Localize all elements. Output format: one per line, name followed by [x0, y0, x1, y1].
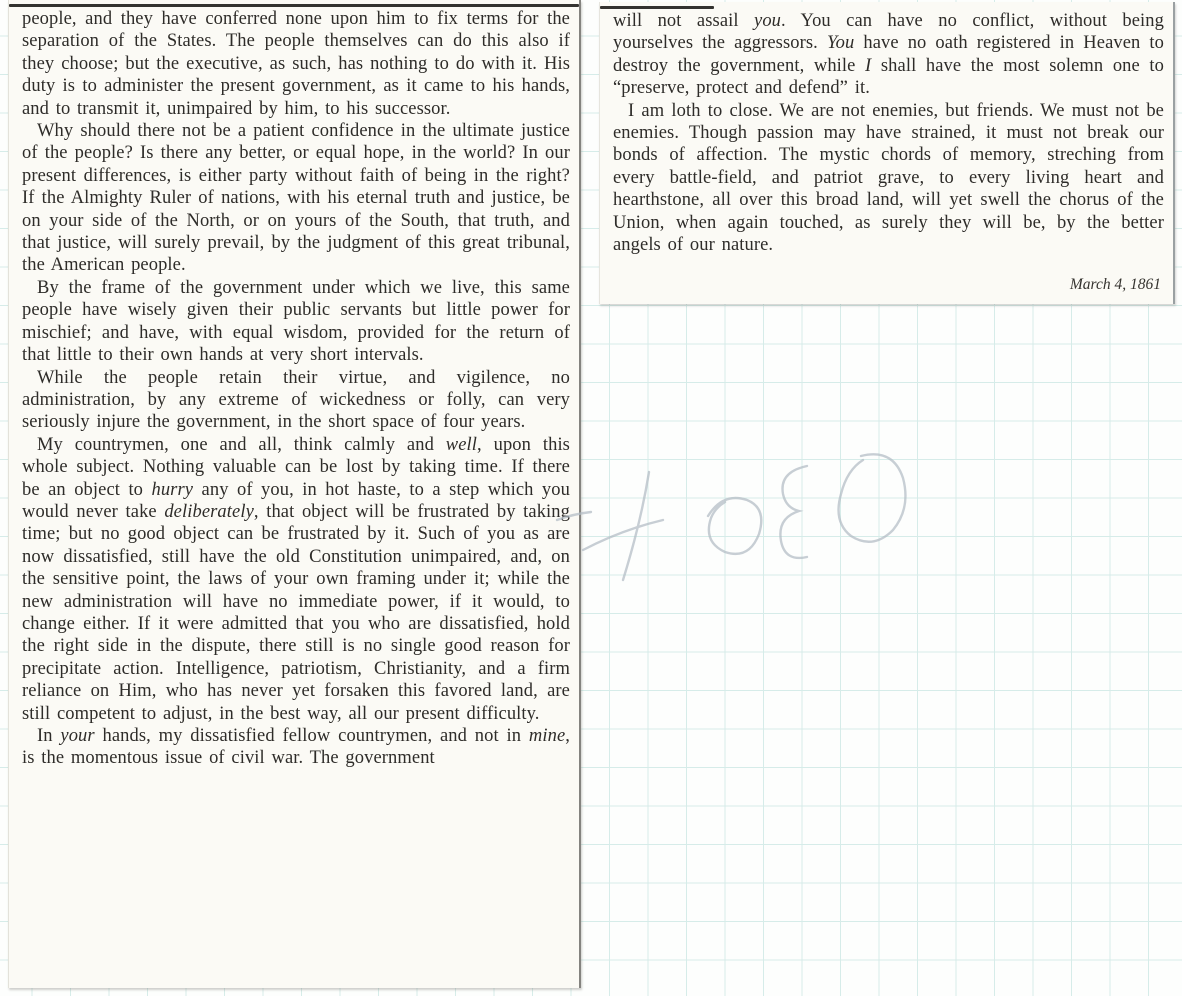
- paragraph: My countrymen, one and all, think calmly and well, upon this whole subject. Nothing valuable can be lost by taking time. If there be an object to hurry any of you, in hot haste, to a step which you would never take deliberately, that object will be frustrated by taking time; but no good object can be frustrated by it. Such of you as are now dissatisfied, still have the old Constitution unimpaired, and, on the sensitive point, the laws of your own framing under it; while the new administration will have no immediate power, if it would, to change either. If it were admitted that you who are dissatisfied, hold the right side in the dispute, there still is no single good reason for precipitate action. Intelligence, patriotism, Christianity, and a firm reliance on Him, who has never yet forsaken this favored land, are still competent to adjust, in the best way, all our present difficulty.: [22, 434, 570, 724]
- paragraph: By the frame of the government under which we live, this same people have wisely given their public servants but little power for mischief; and have, with equal wisdom, provided for the return of that little to their own hands at very short intervals.: [22, 277, 570, 366]
- left-clipping: [8, 0, 581, 988]
- clipping-top-edge-line: [600, 6, 714, 9]
- paragraph: will not assail you. You can have no conflict, without being yourselves the aggressors. You have no oath registered in Heaven to destroy the government, while I shall have the most solemn one to “preserve, protect and defend” it.: [613, 11, 1165, 99]
- paragraph: I am loth to close. We are not enemies, but friends. We must not be enemies. Though passion may have strained, it must not break our bonds of affection. The mystic chords of memory, streching from every battle-field, and patriot grave, to every living heart and hearthstone, all over this broad land, will yet swell the chorus of the Union, when again touched, as surely they will be, by the better angels of our nature.: [613, 100, 1164, 256]
- right-clipping: [599, 2, 1175, 304]
- clipping-top-edge-line: [9, 4, 579, 7]
- paragraph: people, and they have conferred none upon him to fix terms for the separation of the States. The people themselves can do this also if they choose; but the executive, as such, has nothing to do with it. His duty is to administer the present government, as it came to his hands, and to transmit it, unimpaired by him, to his successor.: [22, 9, 570, 119]
- paragraph: While the people retain their virtue, and vigilence, no administration, by any extreme of wickedness or folly, can very seriously injure the government, in the short space of four years.: [22, 367, 570, 433]
- right-column-text: [613, 10, 1164, 256]
- paragraph: In your hands, my dissatisfied fellow countrymen, and not in mine, is the momentous issue of civil war. The government: [22, 726, 570, 769]
- left-column-text: [22, 8, 570, 770]
- pencil-handwriting-0304: [545, 438, 915, 603]
- dateline: March 4, 1861: [1069, 276, 1161, 293]
- paragraph: Why should there not be a patient confidence in the ultimate justice of the people? Is there any better, or equal hope, in the world? In our present differences, is either party without faith of being in the right? If the Almighty Ruler of nations, with his eternal truth and justice, be on your side of the North, or on yours of the South, that truth, and that justice, will surely prevail, by the judgment of this great tribunal, the American people.: [22, 121, 570, 276]
